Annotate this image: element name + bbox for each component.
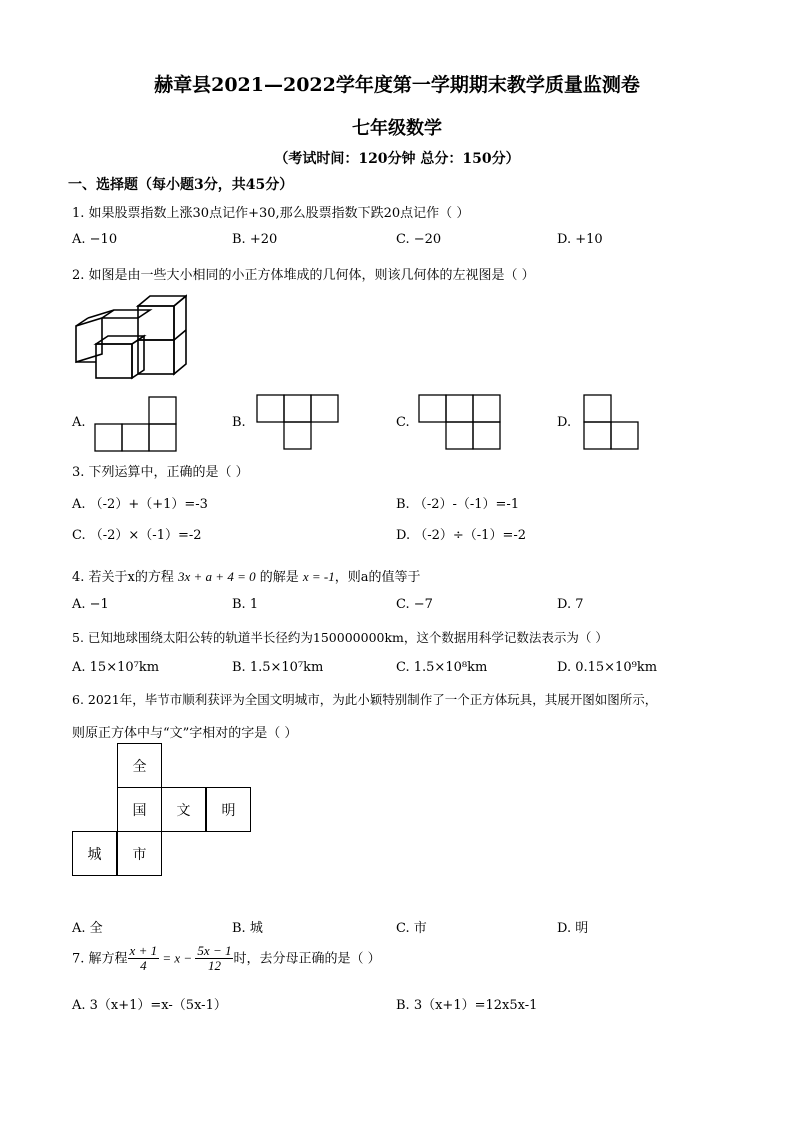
net-cell-quan: 全 [117, 743, 162, 788]
q7-mid: = x − [159, 950, 196, 966]
page-subtitle: 七年级数学 [352, 118, 442, 139]
q7-frac2-numerator: 5x − 1 [197, 943, 232, 958]
net-cell-guo: 国 [117, 787, 162, 832]
q3-option-b: B. （-2）-（-1）=-1 [396, 497, 520, 512]
q7-frac1-numerator: x + 1 [129, 943, 158, 958]
q4-option-c: C. −7 [396, 597, 433, 612]
q7-text-pre: 7. 解方程 [72, 951, 128, 967]
q4-text-pre: 4. 若关于x的方程 [72, 570, 178, 585]
q2-option-c-figure [418, 393, 502, 451]
q2-option-b-figure [256, 393, 340, 451]
q2-option-a-figure [94, 395, 178, 453]
page-title: 赫章县2021—2022学年度第一学期期末教学质量监测卷 [154, 74, 640, 96]
q6-option-d: D. 明 [557, 921, 589, 936]
section-heading: 一、选择题（每小题3分，共45分） [68, 177, 294, 193]
net-cell-wen: 文 [161, 787, 206, 832]
q6-option-b: B. 城 [232, 921, 263, 936]
q5-option-d: D. 0.15×10⁹km [557, 660, 658, 675]
q7-frac1-denominator: 4 [140, 958, 147, 974]
q2-option-d-figure [582, 393, 640, 451]
q4-text-mid: 的解是 [255, 570, 303, 585]
q1-option-d: D. +10 [557, 232, 603, 247]
q6-option-a: A. 全 [72, 921, 103, 936]
q1-option-c: C. −20 [396, 232, 442, 247]
exam-info: （考试时间：120分钟 总分：150分） [274, 151, 520, 167]
q5-option-c: C. 1.5×10⁸km [396, 660, 488, 675]
q2-option-d: D. [557, 415, 572, 430]
q7-option-a: A. 3（x+1）=x-（5x-1） [72, 998, 227, 1013]
cube-stack-figure [72, 292, 187, 384]
question-4 [72, 566, 421, 585]
q1-option-b: B. +20 [232, 232, 278, 247]
q4-text-post: ，则a的值等于 [334, 570, 421, 585]
q7-frac2-denominator: 12 [207, 958, 221, 974]
q7-fraction-2 [195, 944, 233, 974]
q4-equation: 3x + a + 4 = 0 [178, 569, 256, 584]
q5-option-b: B. 1.5×10⁷km [232, 660, 324, 675]
question-6-line1: 6. 2021年，毕节市顺利获评为全国文明城市，为此小颖特别制作了一个正方体玩具，其展开图如图所示， [72, 692, 658, 707]
question-6-line2: 则原正方体中与“文”字相对的字是（ ） [72, 726, 298, 741]
q5-option-a: A. 15×10⁷km [72, 660, 160, 675]
q7-option-b: B. 3（x+1）=12x5x-1 [396, 998, 538, 1013]
q7-fraction-1 [128, 944, 160, 974]
q7-text-post: 时，去分母正确的是（ ） [233, 951, 381, 967]
q1-option-a: A. −10 [72, 232, 118, 247]
question-2: 2. 如图是由一些大小相同的小正方体堆成的几何体，则该几何体的左视图是（ ） [72, 268, 535, 283]
q3-option-d: D. （-2）÷（-1）=-2 [396, 528, 527, 543]
q4-option-a: A. −1 [72, 597, 109, 612]
question-1: 1. 如果股票指数上涨30点记作+30,那么股票指数下跌20点记作（ ） [72, 206, 470, 221]
q2-option-c: C. [396, 415, 410, 430]
question-5: 5. 已知地球围绕太阳公转的轨道半长径约为150000000km，这个数据用科学记数法表示为（ ） [72, 630, 608, 645]
q2-option-a: A. [72, 415, 86, 430]
net-cell-shi: 市 [117, 831, 162, 876]
question-7 [72, 944, 381, 974]
q3-option-c: C. （-2）×（-1）=-2 [72, 528, 202, 543]
q2-option-b: B. [232, 415, 246, 430]
net-cell-ming: 明 [206, 787, 251, 832]
q4-solution: x = -1 [302, 569, 335, 584]
q3-option-a: A. （-2）+（+1）=-3 [72, 497, 208, 512]
net-cell-cheng: 城 [72, 831, 117, 876]
q4-option-d: D. 7 [557, 597, 584, 612]
q6-option-c: C. 市 [396, 921, 427, 936]
q4-option-b: B. 1 [232, 597, 259, 612]
cube-net-figure [72, 743, 262, 878]
question-3: 3. 下列运算中，正确的是（ ） [72, 465, 249, 480]
